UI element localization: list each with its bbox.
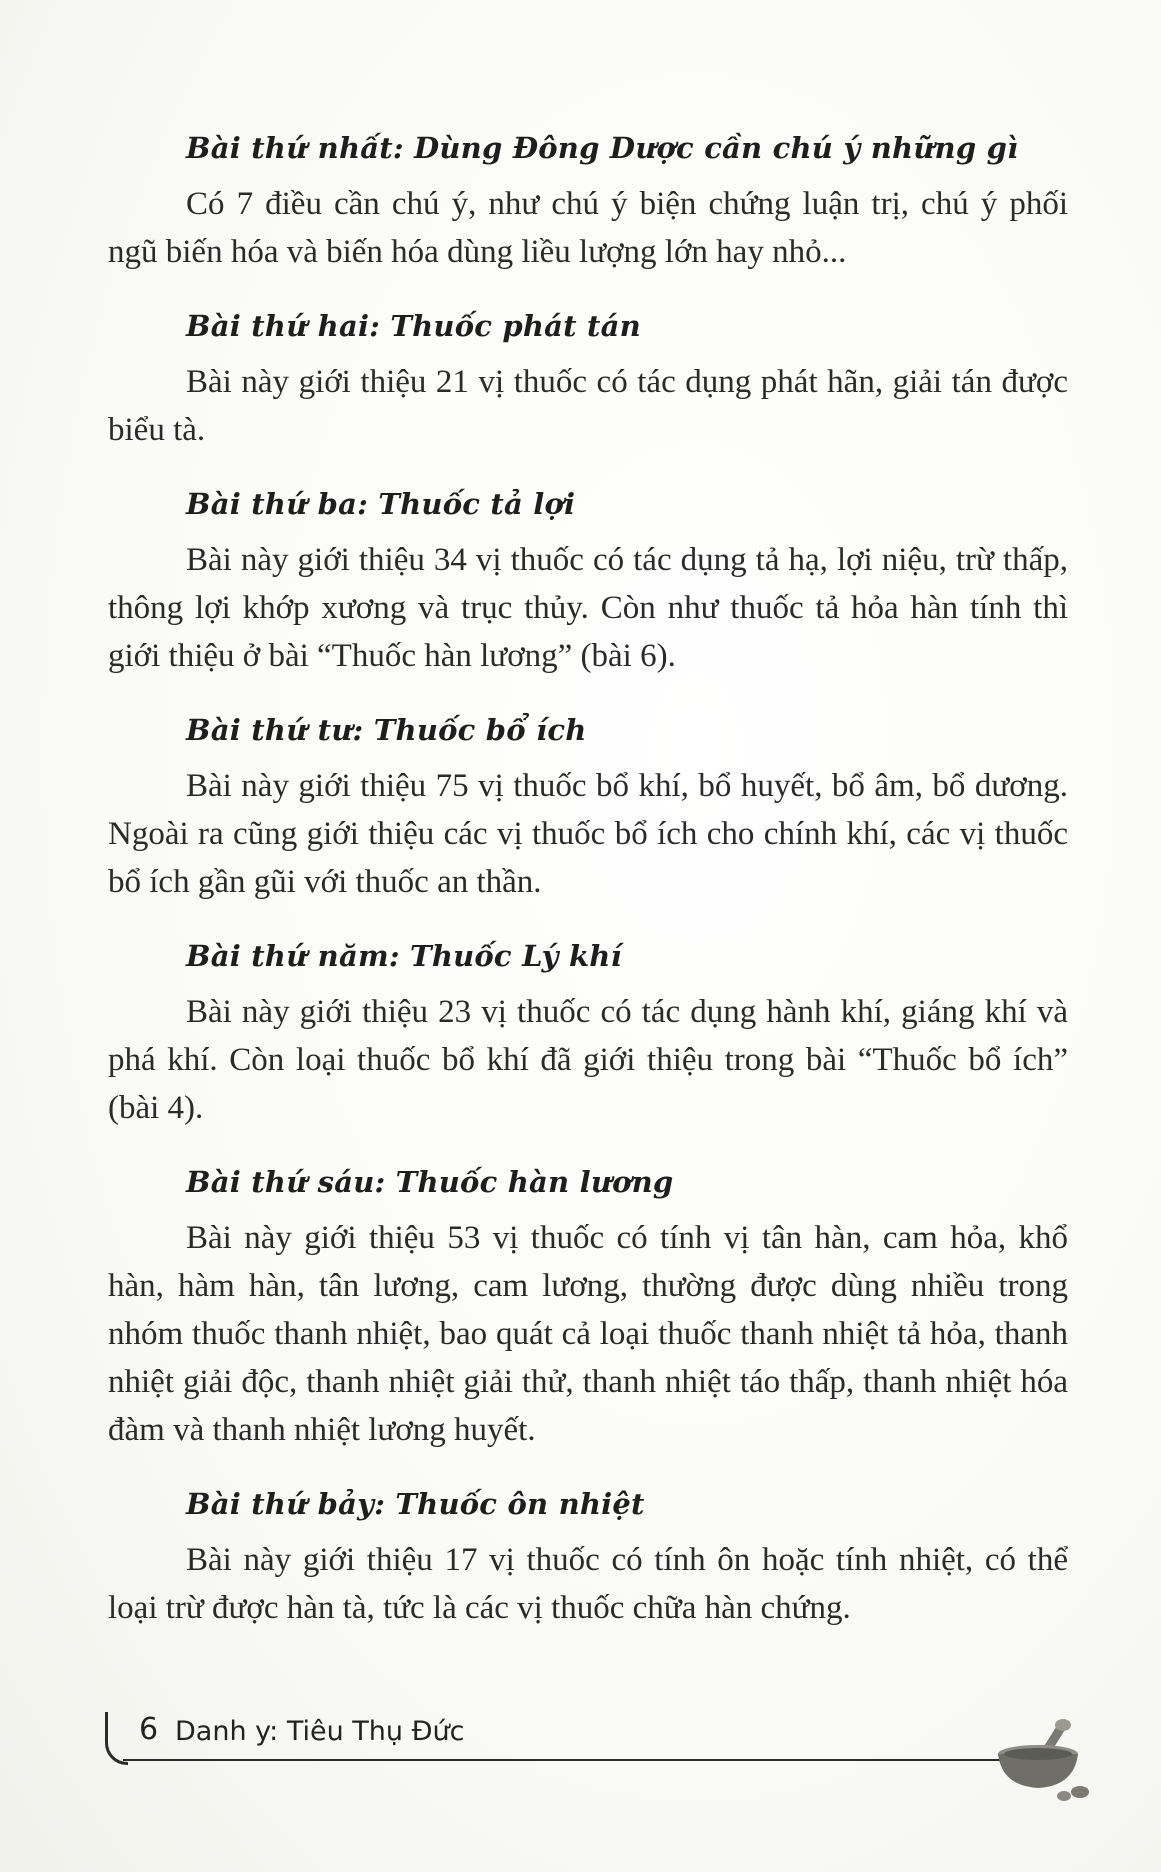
section-body: Bài này giới thiệu 23 vị thuốc có tác dụng hành khí, giáng khí và phá khí. Còn loại thuốc bổ khí đã giới thiệu trong bài “Thuốc bổ ích” (bài 4).	[108, 994, 1068, 1126]
section-3	[108, 484, 1068, 680]
page-content	[108, 128, 1068, 1662]
section-heading: Bài thứ ba: Thuốc tả lợi	[186, 487, 576, 521]
section-heading: Bài thứ bảy: Thuốc ôn nhiệt	[186, 1487, 645, 1521]
section-heading: Bài thứ năm: Thuốc Lý khí	[186, 939, 622, 973]
footer-rule	[123, 1759, 1013, 1761]
section-7	[108, 1484, 1068, 1632]
page-number: 6	[139, 1712, 159, 1747]
mortar-pestle-icon	[990, 1712, 1100, 1802]
section-body: Có 7 điều cần chú ý, như chú ý biện chứng luận trị, chú ý phối ngũ biến hóa và biến hóa dùng liều lượng lớn hay nhỏ...	[108, 186, 1068, 270]
section-6	[108, 1162, 1068, 1454]
section-heading: Bài thứ hai: Thuốc phát tán	[186, 309, 641, 343]
section-4	[108, 710, 1068, 906]
section-body: Bài này giới thiệu 75 vị thuốc bổ khí, bổ huyết, bổ âm, bổ dương. Ngoài ra cũng giới thiệu các vị thuốc bổ ích cho chính khí, các vị thuốc bổ ích gần gũi với thuốc an thần.	[108, 768, 1068, 900]
section-body: Bài này giới thiệu 34 vị thuốc có tác dụng tả hạ, lợi niệu, trừ thấp, thông lợi khớp xương và trục thủy. Còn như thuốc tả hỏa hàn tính thì giới thiệu ở bài “Thuốc hàn lương” (bài 6).	[108, 542, 1068, 674]
section-heading: Bài thứ nhất: Dùng Đông Dược cần chú ý những gì	[186, 131, 1019, 165]
section-1	[108, 128, 1068, 276]
section-body: Bài này giới thiệu 21 vị thuốc có tác dụng phát hãn, giải tán được biểu tà.	[108, 364, 1068, 448]
footer-bracket	[105, 1712, 128, 1765]
section-heading: Bài thứ sáu: Thuốc hàn lương	[186, 1165, 674, 1199]
section-5	[108, 936, 1068, 1132]
section-2	[108, 306, 1068, 454]
running-title: Danh y: Tiêu Thụ Đức	[175, 1716, 465, 1747]
section-heading: Bài thứ tư: Thuốc bổ ích	[186, 713, 587, 747]
page-footer	[105, 1712, 1105, 1782]
section-body: Bài này giới thiệu 17 vị thuốc có tính ôn hoặc tính nhiệt, có thể loại trừ được hàn tà, tức là các vị thuốc chữa hàn chứng.	[108, 1542, 1068, 1626]
section-body: Bài này giới thiệu 53 vị thuốc có tính vị tân hàn, cam hỏa, khổ hàn, hàm hàn, tân lương, cam lương, thường được dùng nhiều trong nhóm thuốc thanh nhiệt, bao quát cả loại thuốc thanh nhiệt tả hỏa, thanh nhiệt giải độc, thanh nhiệt giải thử, thanh nhiệt táo thấp, thanh nhiệt hóa đàm và thanh nhiệt lương huyết.	[108, 1220, 1068, 1448]
